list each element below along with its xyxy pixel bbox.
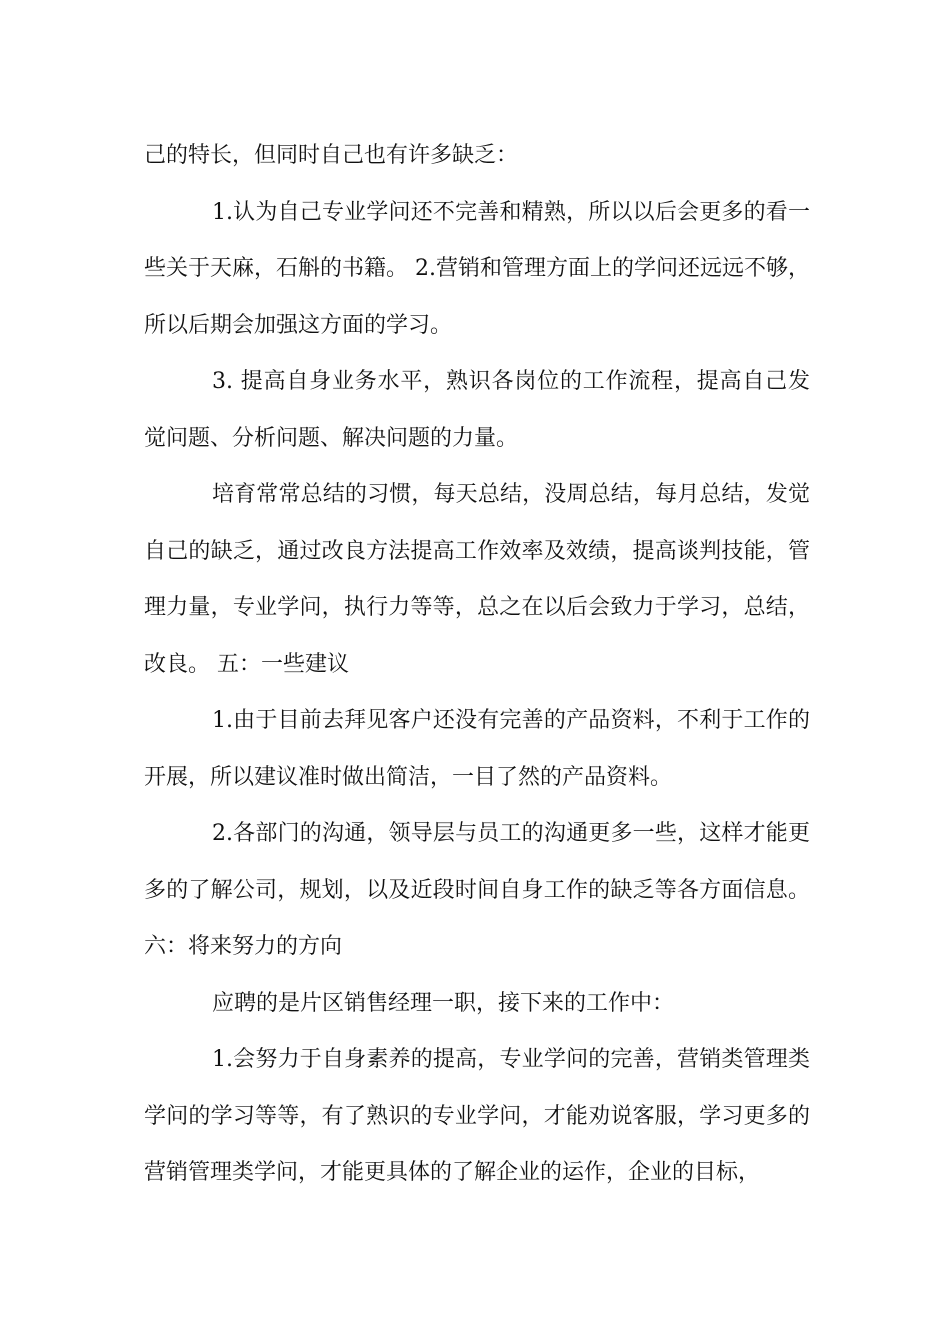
document-body <box>144 128 810 1202</box>
paragraph-1: 己的特长，但同时自己也有许多缺乏： <box>144 143 519 168</box>
paragraph-4: 培育常常总结的习惯，每天总结，没周总结，每月总结，发觉自己的缺乏，通过改良方法提高工作效率及效绩，提高谈判技能，管理力量，专业学问，执行力等等，总之在以后会致力于学习，总结，改良。 五：一些建议 <box>144 482 810 677</box>
paragraph-8: 1.会努力于自身素养的提高，专业学问的完善，营销类管理类学问的学习等等，有了熟识的专业学问，才能劝说客服，学习更多的营销管理类学问，才能更具体的了解企业的运作，企业的目标， <box>144 1047 810 1185</box>
paragraph-3: 3. 提高自身业务水平，熟识各岗位的工作流程，提高自己发觉问题、分析问题、解决问题的力量。 <box>144 369 810 451</box>
paragraph-5: 1.由于目前去拜见客户还没有完善的产品资料，不利于工作的开展，所以建议准时做出简洁，一目了然的产品资料。 <box>144 708 810 790</box>
paragraph-7: 应聘的是片区销售经理一职，接下来的工作中： <box>212 990 675 1016</box>
paragraph-2: 1.认为自己专业学问还不完善和精熟，所以以后会更多的看一些关于天麻，石斛的书籍。 2.营销和管理方面上的学问还远远不够，所以后期会加强这方面的学习。 <box>144 199 810 338</box>
paragraph-6: 2.各部门的沟通，领导层与员工的沟通更多一些，这样才能更多的了解公司，规划，以及近段时间自身工作的缺乏等各方面信息。 六：将来努力的方向 <box>144 821 810 959</box>
